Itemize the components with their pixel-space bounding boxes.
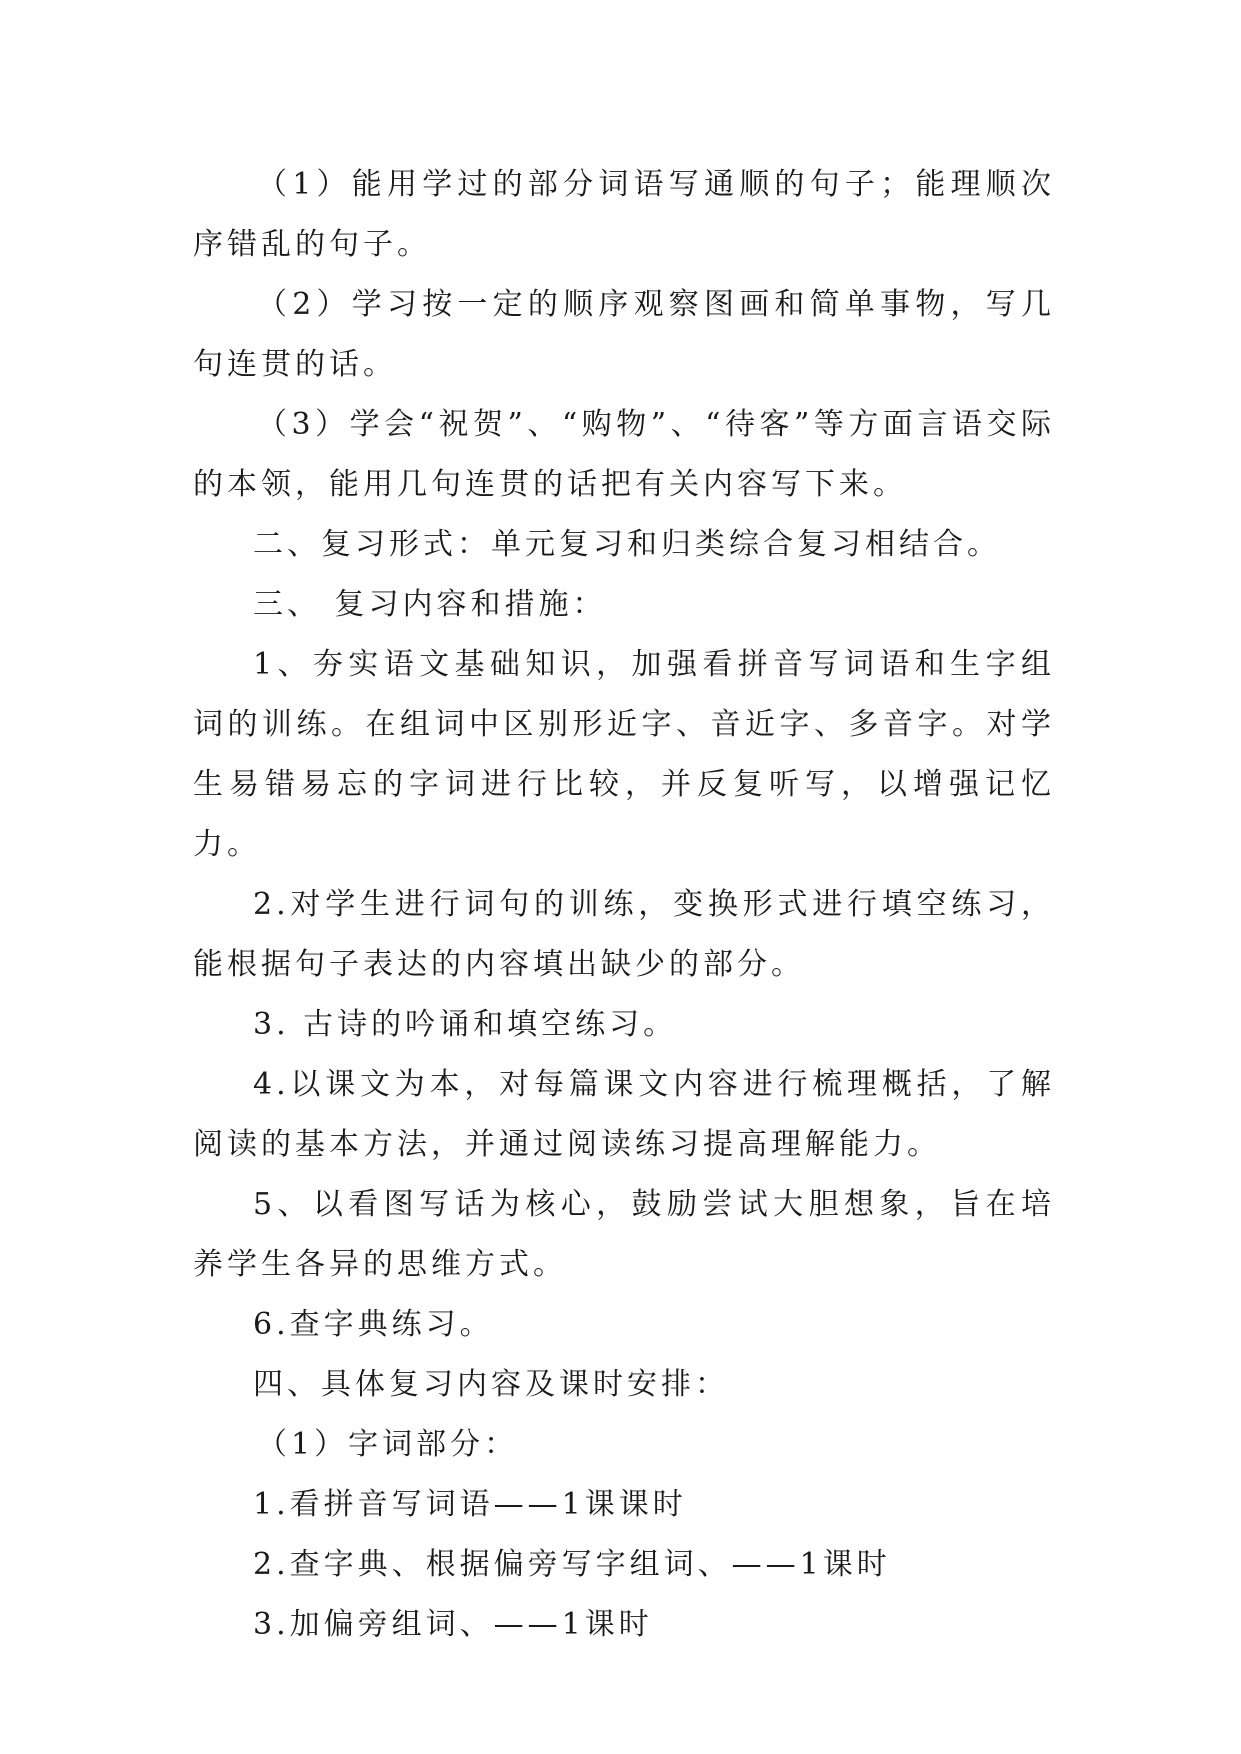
schedule-item-1: 1.看拼音写词语——1课课时 — [253, 1487, 687, 1522]
paragraph-measure-2: 2.对学生进行词句的训练，变换形式进行填空练习，能根据句子表达的内容填出缺少的部分。 — [193, 887, 1055, 982]
paragraph-measure-4: 4.以课文为本，对每篇课文内容进行梳理概括，了解阅读的基本方法，并通过阅读练习提高理解能力。 — [193, 1067, 1055, 1162]
section-heading-review-content: 三、 复习内容和措施： — [253, 587, 607, 622]
section-heading-schedule: 四、具体复习内容及课时安排： — [253, 1367, 729, 1402]
schedule-item-3: 3.加偏旁组词、——1课时 — [253, 1607, 653, 1642]
paragraph-measure-1: 1、夯实语文基础知识，加强看拼音写词语和生字组词的训练。在组词中区别形近字、音近字、多音字。对学生易错易忘的字词进行比较，并反复听写，以增强记忆力。 — [193, 647, 1055, 862]
document-body — [193, 155, 1055, 1655]
section-heading-review-form: 二、复习形式：单元复习和归类综合复习相结合。 — [253, 527, 1001, 562]
paragraph-goal-2: （2）学习按一定的顺序观察图画和简单事物，写几句连贯的话。 — [193, 287, 1055, 382]
paragraph-goal-1: （1）能用学过的部分词语写通顺的句子；能理顺次序错乱的句子。 — [193, 167, 1055, 262]
paragraph-goal-3: （3）学会“祝贺”、“购物”、“待客”等方面言语交际的本领，能用几句连贯的话把有关内容写下来。 — [193, 407, 1055, 502]
subheading-vocabulary: （1）字词部分： — [257, 1427, 519, 1462]
paragraph-measure-3: 3. 古诗的吟诵和填空练习。 — [253, 1007, 678, 1042]
paragraph-measure-6: 6.查字典练习。 — [253, 1307, 494, 1342]
schedule-item-2: 2.查字典、根据偏旁写字组词、——1课时 — [253, 1547, 891, 1582]
paragraph-measure-5: 5、以看图写话为核心，鼓励尝试大胆想象，旨在培养学生各异的思维方式。 — [193, 1187, 1055, 1282]
